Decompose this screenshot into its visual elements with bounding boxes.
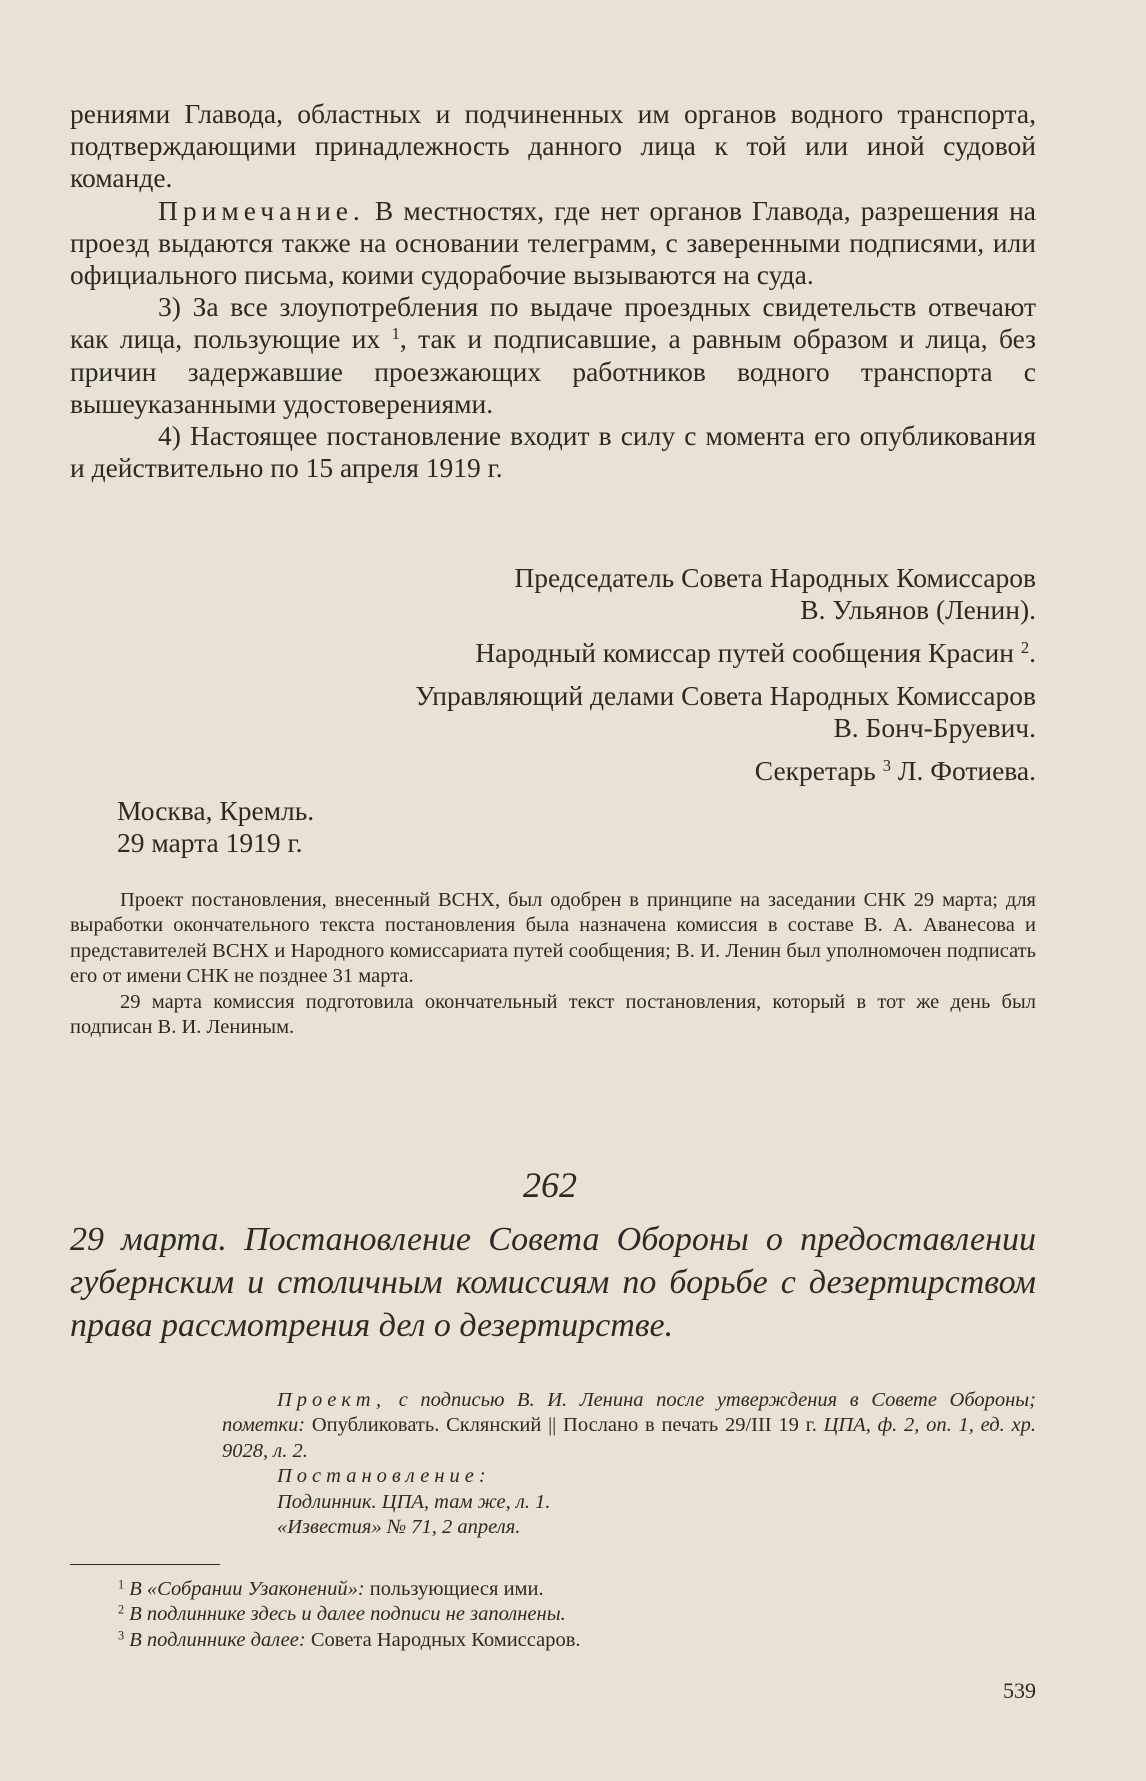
source-1-label: Проект,: [277, 1389, 387, 1411]
document-title-text: 29 марта. Постановление Совета Обороны о предоставлении губернским и столичным комиссиям по борьбе с дезертирством права рассмотрения дел о дезертирстве.: [70, 1221, 1036, 1344]
source-1: [222, 1388, 1036, 1464]
paragraph-3: [70, 291, 1036, 420]
note-label: Примечание.: [158, 194, 365, 226]
source-3-text: Подлинник. ЦПА, там же, л. 1.: [277, 1490, 551, 1513]
source-1-archive: ЦПА, ф. 2, оп. 1, ед. хр. 9028, л. 2.: [222, 1414, 1036, 1462]
archival-sources: [222, 1388, 1036, 1540]
place-date: [117, 795, 1083, 859]
footnote-2-italic: В подлиннике здесь и далее подписи не заполнены.: [129, 1603, 566, 1626]
manager-name: В. Бонч-Бруевич.: [833, 712, 1036, 743]
paragraph-1: рениями Главода, областных и подчиненных им органов водного транспорта, подтверждающими принадлежность данного лица к той или иной судовой команде.: [70, 98, 1036, 194]
footnote-1-plain: пользующиеся ими.: [364, 1578, 544, 1600]
source-1-marks: Опубликовать. Склянский || Послано в печать 29/III 19 г.: [311, 1414, 817, 1437]
chair-title: Председатель Совета Народных Комиссаров: [514, 562, 1036, 593]
footnote-ref-2: 2: [1020, 637, 1030, 657]
commentary-2: 29 марта комиссия подготовила окончательный текст постановления, который в тот же день был подписан В. И. Лениным.: [70, 990, 1036, 1039]
footnote-3-italic: В подлиннике далее:: [129, 1628, 306, 1651]
secretary-name: Л. Фотиева.: [897, 755, 1036, 786]
source-4: [222, 1515, 1036, 1540]
footnote-ref-1: 1: [391, 324, 400, 344]
footnote-rule: [70, 1564, 220, 1565]
paragraph-3-part-b: , так и подписавшие, а равным образом и лица, без причин задержавшие проезжающих работников водного транспорта с вышеуказанными удостоверениями.: [70, 323, 1037, 419]
source-3: [222, 1490, 1036, 1515]
document-number: 262: [523, 1165, 577, 1205]
footnote-3-number: 3: [118, 1628, 125, 1643]
place-date-line: 29 марта 1919 г.: [117, 827, 303, 858]
footnotes: [118, 1577, 1036, 1653]
footnote-1: [118, 1577, 1036, 1602]
chair-name: В. Ульянов (Ленин).: [800, 594, 1036, 625]
manager-title: Управляющий делами Совета Народных Комиссаров: [415, 680, 1036, 711]
secretary-line: [70, 755, 1036, 787]
commentary-1: Проект постановления, внесенный ВСНХ, был одобрен в принципе на заседании СНК 29 марта; для выработки окончательного текста постановления была назначена комиссия в составе В. А. Аванесова и представителей ВСНХ и Народного комиссариата путей сообщения; В. И. Ленин был уполномочен подписать его от имени СНК не позднее 31 марта.: [70, 889, 1036, 988]
commissar-line: Народный комиссар путей сообщения Красин $^2$.: [475, 637, 1036, 668]
source-2-label: Постановление:: [277, 1465, 491, 1488]
place-city: Москва, Кремль.: [117, 795, 315, 826]
footnote-ref-3: 3: [882, 755, 891, 775]
footnote-2-number: 2: [118, 1602, 125, 1617]
document-title: [70, 1218, 1036, 1347]
footnote-1-number: 1: [118, 1577, 125, 1592]
source-2: [222, 1464, 1036, 1489]
commissar-name: Народный комиссар путей сообщения Красин: [475, 637, 1014, 668]
note-paragraph: [70, 195, 1036, 292]
footnote-3-plain: Совета Народных Комиссаров.: [305, 1628, 581, 1651]
footnote-2: [118, 1602, 1036, 1627]
paragraph-4: 4) Настоящее постановление входит в силу с момента его опубликования и действительно по 15 апреля 1919 г.: [70, 420, 1036, 484]
source-4-text: «Известия» № 71, 2 апреля.: [277, 1516, 521, 1539]
source-1-note: с подписью В. И. Ленина после утверждения в Совете Обороны; пометки:: [222, 1389, 1036, 1437]
secretary-label: Секретарь: [754, 755, 876, 786]
page-number: 539: [1003, 1678, 1036, 1703]
signatures: [70, 562, 1036, 787]
editorial-commentary: [70, 888, 1036, 1040]
main-text: [70, 98, 1036, 484]
paragraph-3-part-a: 3) За все злоупотребления по выдаче проездных свидетельств отвечают как лица, пользующие их: [70, 291, 1036, 355]
footnote-3: [118, 1628, 1036, 1653]
note-text: В местностях, где нет органов Главода, разрешения на проезд выдаются также на основании телеграмм, с заверенными подписями, или официального письма, коими судорабочие вызываются на суда.: [70, 194, 1036, 291]
footnote-1-italic: В «Собрании Узаконений»:: [129, 1578, 365, 1600]
